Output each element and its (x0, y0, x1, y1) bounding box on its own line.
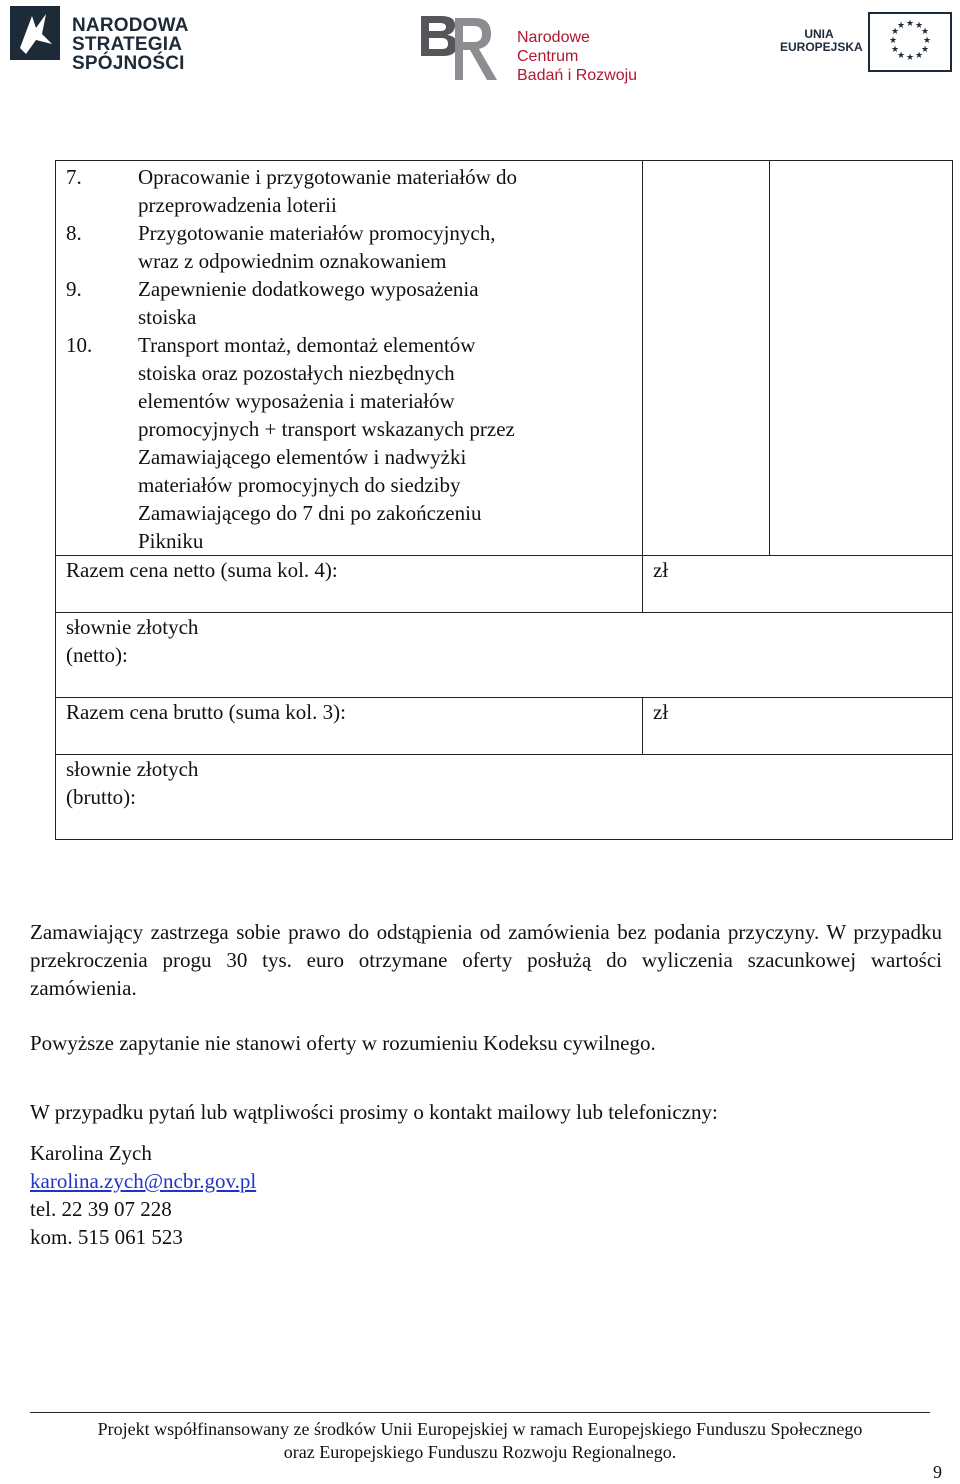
page-number: 9 (933, 1462, 942, 1482)
netto-currency: zł (643, 556, 953, 613)
footer-text: Projekt współfinansowany ze środków Unii Europejskiej w ramach Europejskiego Funduszu Społecznego oraz Europejskiego Funduszu Rozwoju Regionalnego. (97, 1419, 863, 1462)
items-extra-cell (770, 161, 953, 556)
contact-block (30, 1139, 942, 1251)
svg-text:★: ★ (920, 27, 930, 37)
item-text: Opracowanie i przygotowanie materiałów do przeprowadzenia loterii (138, 165, 518, 217)
svg-text:★: ★ (888, 36, 898, 46)
netto-words-sublabel: (netto): (66, 643, 128, 667)
svg-text:★: ★ (914, 21, 924, 31)
brutto-words-cell (56, 755, 953, 840)
netto-words-cell (56, 613, 953, 698)
item-text: Transport montaż, demontaż elementów stoiska oraz pozostałych niezbędnych elementów wyposażenia i materiałów promocyjnych + transport wskazanych przez Zamawiającego elementów i nadwyżki materiałów promocyjnych do siedziby Zamawiającego do 7 dni po zakończeniu Pikniku (138, 333, 515, 553)
narodowa-strategia-spojnosci-logo (6, 4, 266, 74)
netto-total-label: Razem cena netto (suma kol. 4): (56, 556, 643, 613)
ncbr-logo-text: Narodowe Centrum Badań i Rozwoju (517, 29, 638, 84)
list-item (66, 331, 634, 555)
item-number: 10. (66, 333, 93, 357)
contact-name: Karolina Zych (30, 1141, 152, 1165)
ncbr-br-monogram-icon (415, 4, 501, 84)
netto-words-row (56, 613, 953, 698)
svg-text:★: ★ (914, 51, 924, 61)
contact-intro: W przypadku pytań lub wątpliwości prosimy o kontakt mailowy lub telefoniczny: (30, 1100, 718, 1124)
item-number: 9. (66, 277, 82, 301)
contact-mobile: kom. 515 061 523 (30, 1225, 183, 1249)
svg-text:★: ★ (890, 45, 900, 55)
svg-text:★: ★ (905, 19, 915, 29)
disclaimer-paragraph: Powyższe zapytanie nie stanowi oferty w rozumieniu Kodeksu cywilnego. (30, 1031, 656, 1055)
brutto-words-row (56, 755, 953, 840)
items-cell (56, 161, 643, 556)
svg-text:★: ★ (922, 36, 932, 46)
svg-text:★: ★ (896, 51, 906, 61)
brutto-words-label: słownie złotych (66, 757, 199, 781)
item-text: Zapewnienie dodatkowego wyposażenia stoiska (138, 277, 479, 329)
footer-divider (30, 1412, 930, 1413)
brutto-total-label: Razem cena brutto (suma kol. 3): (56, 698, 643, 755)
eu-flag-icon (868, 12, 952, 72)
brutto-currency: zł (643, 698, 953, 755)
list-item (66, 163, 634, 219)
item-number: 7. (66, 165, 82, 189)
unia-europejska-logo (780, 12, 955, 74)
reservation-paragraph: Zamawiający zastrzega sobie prawo do odstąpienia od zamówienia bez podania przyczyny. W przypadku przekroczenia progu 30 tys. euro otrzymane oferty posłużą do wyliczenia szacunkowej wartości zamówienia. (30, 920, 942, 1000)
ncbr-logo (415, 4, 655, 84)
contact-email-link[interactable]: karolina.zych@ncbr.gov.pl (30, 1169, 257, 1193)
netto-words-label: słownie złotych (66, 615, 199, 639)
pricing-table (55, 160, 953, 840)
svg-text:★: ★ (890, 27, 900, 37)
items-value-cell (643, 161, 770, 556)
item-text: Przygotowanie materiałów promocyjnych, wraz z odpowiednim oznakowaniem (138, 221, 496, 273)
brutto-words-sublabel: (brutto): (66, 785, 136, 809)
svg-text:★: ★ (920, 45, 930, 55)
items-row (56, 161, 953, 556)
netto-total-row (56, 556, 953, 613)
list-item (66, 219, 634, 275)
svg-text:★: ★ (896, 21, 906, 31)
list-item (66, 275, 634, 331)
nss-emblem-icon (6, 4, 64, 62)
nss-logo-text: NARODOWA STRATEGIA SPÓJNOŚCI (72, 15, 189, 74)
contact-phone: tel. 22 39 07 228 (30, 1197, 172, 1221)
svg-text:★: ★ (905, 53, 915, 63)
page-header (0, 0, 960, 90)
brutto-total-row (56, 698, 953, 755)
ue-logo-text: UNIA EUROPEJSKA (780, 27, 863, 54)
item-number: 8. (66, 221, 82, 245)
